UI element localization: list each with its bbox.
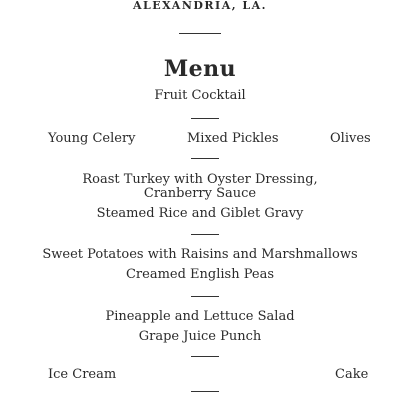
divider-3 bbox=[191, 234, 219, 235]
page-header-city: ALEXANDRIA, LA. bbox=[132, 0, 267, 12]
menu-item-turkey: Roast Turkey with Oyster Dressing, bbox=[82, 172, 318, 187]
menu-item-celery: Young Celery bbox=[48, 131, 136, 146]
menu-item-sweet-potatoes: Sweet Potatoes with Raisins and Marshmallows bbox=[42, 247, 358, 262]
divider-4 bbox=[191, 296, 219, 297]
divider-2 bbox=[191, 158, 219, 159]
divider-5 bbox=[191, 356, 219, 357]
divider-1 bbox=[191, 118, 219, 119]
divider-bottom bbox=[191, 391, 219, 392]
menu-item-peas: Creamed English Peas bbox=[125, 267, 275, 282]
menu-item-ice-cream: Ice Cream bbox=[48, 367, 117, 382]
menu-item-olives: Olives bbox=[330, 131, 371, 146]
menu-item-salad: Pineapple and Lettuce Salad bbox=[105, 309, 295, 324]
divider-top bbox=[179, 33, 221, 34]
menu-item-starter: Fruit Cocktail bbox=[154, 88, 246, 103]
menu-item-punch: Grape Juice Punch bbox=[138, 329, 262, 344]
menu-item-cake: Cake bbox=[335, 367, 369, 382]
menu-item-cranberry: Cranberry Sauce bbox=[143, 186, 257, 201]
menu-item-pickles: Mixed Pickles bbox=[187, 131, 279, 146]
menu-title: Menu bbox=[163, 56, 237, 82]
menu-item-rice-gravy: Steamed Rice and Giblet Gravy bbox=[96, 206, 304, 221]
